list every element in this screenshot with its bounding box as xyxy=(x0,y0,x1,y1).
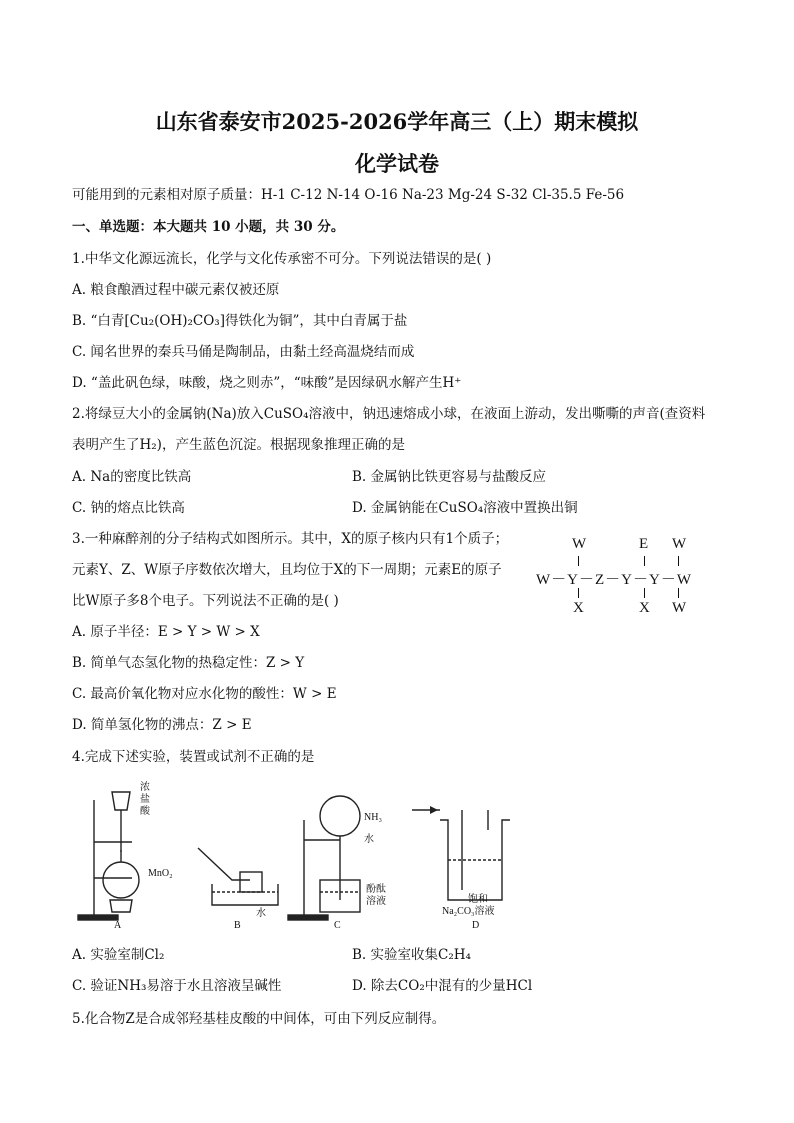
q2-option-a: A. Na的密度比铁高 xyxy=(72,469,192,485)
label-a-1: 浓 xyxy=(140,782,150,793)
inverted-tube-b xyxy=(240,872,262,892)
q1-option-d: D. “盖此矾色绿，味酸，烧之则赤”，“味酸”是因绿矾水解产生H⁺ xyxy=(72,375,462,391)
q2-option-b: B. 金属钠比铁更容易与盐酸反应 xyxy=(352,469,547,485)
q3-option-b: B. 简单气态氢化物的热稳定性：Z > Y xyxy=(72,655,305,671)
q3-option-a: A. 原子半径：E > Y > W > X xyxy=(72,624,260,640)
q1-stem: 1.中华文化源远流长，化学与文化传承密不可分。下列说法错误的是( ) xyxy=(72,251,492,267)
q3-stem-line1: 3.一种麻醉剂的分子结构式如图所示。其中，X的原子核内只有1个质子； xyxy=(72,531,509,547)
burner-a xyxy=(110,900,132,912)
label-mno2: MnO₂ xyxy=(148,868,173,879)
q1-option-a: A. 粮食酿酒过程中碳元素仅被还原 xyxy=(72,282,280,298)
q4-option-a: A. 实验室制Cl₂ xyxy=(72,947,165,963)
bond xyxy=(678,588,679,598)
caption-a: A xyxy=(114,920,122,930)
label-c-water: 水 xyxy=(364,834,374,845)
label-a-2: 盐 xyxy=(140,794,150,805)
dropping-funnel xyxy=(112,792,130,810)
stand-base-a xyxy=(78,915,118,920)
q5-stem: 5.化合物Z是合成邻羟基桂皮酸的中间体，可由下列反应制得。 xyxy=(72,1011,446,1027)
trough-b xyxy=(212,884,278,905)
flask-c xyxy=(320,796,360,836)
atom-top-2: E xyxy=(639,536,649,552)
delivery-tube-b xyxy=(198,848,250,880)
label-d-reagent-1: 饱和 xyxy=(468,894,488,905)
q4-option-d: D. 除去CO₂中混有的少量HCl xyxy=(352,978,533,994)
atom-bottom-1: X xyxy=(573,600,584,616)
q3-option-c: C. 最高价氧化物对应水化物的酸性：W > E xyxy=(72,686,337,702)
q3-stem-line2: 元素Y、Z、W原子序数依次增大，且均位于X的下一周期；元素E的原子 xyxy=(72,562,502,578)
q2-stem-line1: 2.将绿豆大小的金属钠(Na)放入CuSO₄溶液中，钠迅速熔成小球，在液面上游动，发出嘶嘶的声音(查资料 xyxy=(72,406,706,422)
apparatus-figure xyxy=(72,780,542,930)
bond xyxy=(578,556,579,566)
label-a-3: 酸 xyxy=(140,806,150,817)
bond xyxy=(644,588,645,598)
page-title: 山东省泰安市2025-2026学年高三（上）期末模拟 xyxy=(155,109,639,134)
atomic-masses: 可能用到的元素相对原子质量：H-1 C-12 N-14 O-16 Na-23 Mg-24 S-32 Cl-35.5 Fe-56 xyxy=(72,187,625,203)
flask-a xyxy=(103,862,139,898)
q2-option-d: D. 金属钠能在CuSO₄溶液中置换出铜 xyxy=(352,500,578,516)
label-nh3: NH₃ xyxy=(364,812,382,823)
q3-stem-line3: 比W原子多8个电子。下列说法不正确的是( ) xyxy=(72,593,339,609)
bond xyxy=(678,556,679,566)
section-heading: 一、单选题：本大题共 10 小题，共 30 分。 xyxy=(72,219,345,235)
q2-option-c: C. 钠的熔点比铁高 xyxy=(72,500,185,516)
q4-option-b: B. 实验室收集C₂H₄ xyxy=(352,947,471,963)
caption-b: B xyxy=(234,920,241,930)
atom-top-1: W xyxy=(572,536,587,552)
atom-top-3: W xyxy=(672,536,687,552)
label-b-water: 水 xyxy=(256,908,266,919)
atom-main-chain: W－Y－Z－Y－Y－W xyxy=(536,572,692,588)
q2-stem-line2: 表明产生了H₂)，产生蓝色沉淀。根据现象推理正确的是 xyxy=(72,437,405,453)
bond xyxy=(644,556,645,566)
q1-option-c: C. 闻名世界的秦兵马俑是陶制品，由黏土经高温烧结而成 xyxy=(72,344,415,360)
label-c-reagent-1: 酚酞 xyxy=(366,884,386,895)
atom-bottom-3: W xyxy=(672,600,687,616)
label-d-reagent-2: Na₂CO₃溶液 xyxy=(442,906,495,917)
q1-option-b: B. “白青[Cu₂(OH)₂CO₃]得铁化为铜”，其中白青属于盐 xyxy=(72,313,408,329)
bond xyxy=(578,588,579,598)
q4-option-c: C. 验证NH₃易溶于水且溶液呈碱性 xyxy=(72,978,282,994)
q3-option-d: D. 简单氢化物的沸点：Z > E xyxy=(72,717,252,733)
label-c-reagent-2: 溶液 xyxy=(366,896,386,907)
caption-d: D xyxy=(472,920,480,930)
atom-bottom-2: X xyxy=(639,600,650,616)
molecular-structure xyxy=(536,536,726,622)
caption-c: C xyxy=(334,920,341,930)
page-subtitle: 化学试卷 xyxy=(355,151,439,176)
q4-stem: 4.完成下述实验，装置或试剂不正确的是 xyxy=(72,749,315,765)
